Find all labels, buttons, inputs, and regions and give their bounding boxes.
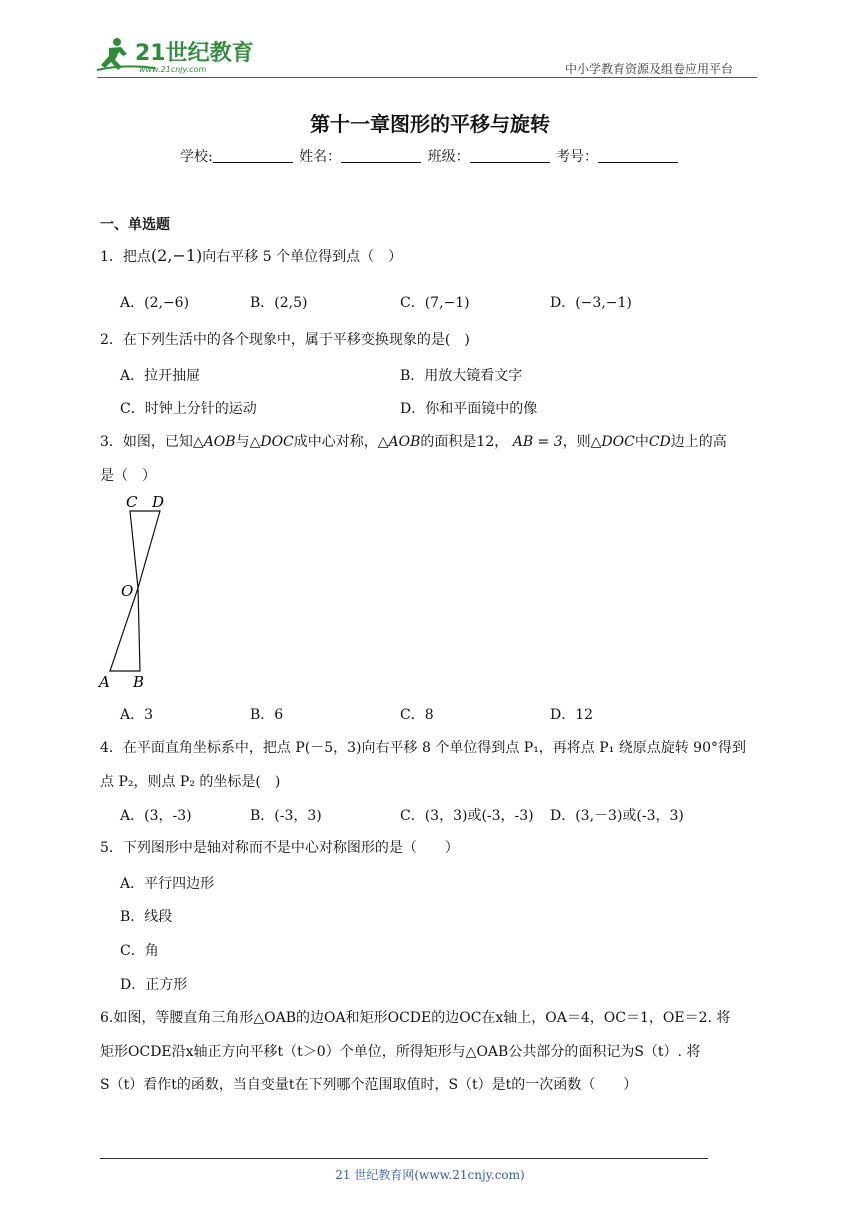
q1-point: (2,−1)	[150, 246, 203, 265]
q5-option-a[interactable]: A．平行四边形	[120, 876, 215, 892]
question-4: 4．在平面直角坐标系中，把点 P(－5，3)向右平移 8 个单位得到点 P₁，再将点 P₁ 绕原点旋转 90°得到	[100, 740, 747, 756]
q3-cd: CD	[648, 434, 671, 450]
q4-option-d[interactable]: D．(3,－3)或(-3，3)	[550, 808, 684, 824]
question-5: 5．下列图形中是轴对称而不是中心对称图形的是（ ）	[100, 840, 459, 856]
q3-triangle-aob: △AOB	[192, 434, 236, 450]
q3-text: 边上的高	[670, 434, 727, 450]
q1-option-d[interactable]: D．(−3,−1)	[550, 295, 632, 311]
footer-link[interactable]: 21 世纪教育网(www.21cnjy.com)	[335, 1168, 525, 1182]
q5-option-b[interactable]: B．线段	[120, 909, 173, 925]
q3-triangle-doc: △DOC	[590, 434, 635, 450]
q3-text: 与	[235, 434, 250, 450]
q1-text: 1．把点	[100, 249, 151, 265]
q4-option-a[interactable]: A．(3，-3)	[120, 808, 192, 824]
label-c: C	[126, 493, 138, 511]
q3-text: 的面积是12，	[420, 434, 509, 450]
label-o: O	[121, 582, 134, 600]
q2-option-a[interactable]: A．拉开抽屉	[120, 368, 201, 384]
q4-option-c[interactable]: C．(3，3)或(-3，-3)	[400, 808, 534, 824]
question-1	[100, 246, 402, 267]
q3-option-d[interactable]: D．12	[550, 707, 594, 723]
page-title: 第十一章图形的平移与旋转	[310, 112, 550, 136]
class-field[interactable]	[470, 148, 550, 163]
q3-text: 中	[634, 434, 649, 450]
q1-text-tail: 向右平移 5 个单位得到点（ ）	[202, 249, 403, 265]
school-label: 学校:	[179, 149, 213, 165]
q3-text: ，则	[562, 434, 591, 450]
q2-option-b[interactable]: B．用放大镜看文字	[400, 368, 523, 384]
question-6-line-3: S（t）看作t的函数，当自变量t在下列哪个范围取值时，S（t）是t的一次函数（ ）	[100, 1077, 638, 1093]
q3-option-c[interactable]: C．8	[400, 707, 434, 723]
label-b: B	[133, 673, 145, 691]
question-6-line-2: 矩形OCDE沿x轴正方向平移t（t＞0）个单位，所得矩形与△OAB公共部分的面积记为S（t）. 将	[100, 1044, 701, 1060]
question-3-line-2: 是（ ）	[100, 468, 156, 484]
q3-text: 3．如图，已知	[100, 434, 193, 450]
footer-divider	[100, 1158, 708, 1159]
school-field[interactable]	[213, 148, 293, 163]
header-divider	[97, 77, 757, 78]
question-4-line-2: 点 P₂，则点 P₂ 的坐标是( )	[100, 774, 281, 790]
logo-text: 21世纪教育	[135, 41, 254, 66]
class-label: 班级：	[427, 149, 470, 165]
section-heading: 一、单选题	[100, 217, 170, 233]
logo-url: www.21cnjy.com	[139, 65, 207, 74]
q3-triangle-doc: △DOC	[249, 434, 294, 450]
q3-option-a[interactable]: A．3	[120, 707, 154, 723]
q5-option-c[interactable]: C．角	[120, 943, 159, 959]
q5-option-d[interactable]: D．正方形	[120, 977, 188, 993]
question-3	[100, 432, 727, 452]
q1-option-c[interactable]: C．(7,−1)	[400, 295, 470, 311]
student-info	[0, 146, 860, 166]
q3-triangle-aob: △AOB	[377, 434, 421, 450]
question-2: 2．在下列生活中的各个现象中，属于平移变换现象的是( )	[100, 332, 470, 348]
name-label: 姓名：	[299, 149, 342, 165]
q3-option-b[interactable]: B．6	[250, 707, 284, 723]
exam-no-field[interactable]	[598, 148, 678, 163]
site-logo	[95, 34, 260, 76]
q1-option-b[interactable]: B．(2,5)	[250, 295, 308, 311]
q1-option-a[interactable]: A．(2,−6)	[120, 295, 190, 311]
site-tagline: 中小学教育资源及组卷应用平台	[565, 62, 734, 76]
q2-option-d[interactable]: D．你和平面镜中的像	[400, 401, 538, 417]
label-a: A	[99, 673, 110, 691]
name-field[interactable]	[341, 148, 421, 163]
exam-no-label: 考号：	[556, 149, 599, 165]
q3-ab-value: AB = 3	[512, 434, 563, 450]
label-d: D	[152, 493, 165, 511]
question-6: 6.如图，等腰直角三角形△OAB的边OA和矩形OCDE的边OC在x轴上，OA＝4，OC＝1，OE＝2. 将	[100, 1010, 731, 1026]
q3-figure	[96, 490, 180, 692]
q3-text: 成中心对称，	[293, 434, 378, 450]
q4-option-b[interactable]: B．(-3，3)	[250, 808, 322, 824]
q2-option-c[interactable]: C．时钟上分针的运动	[120, 401, 257, 417]
